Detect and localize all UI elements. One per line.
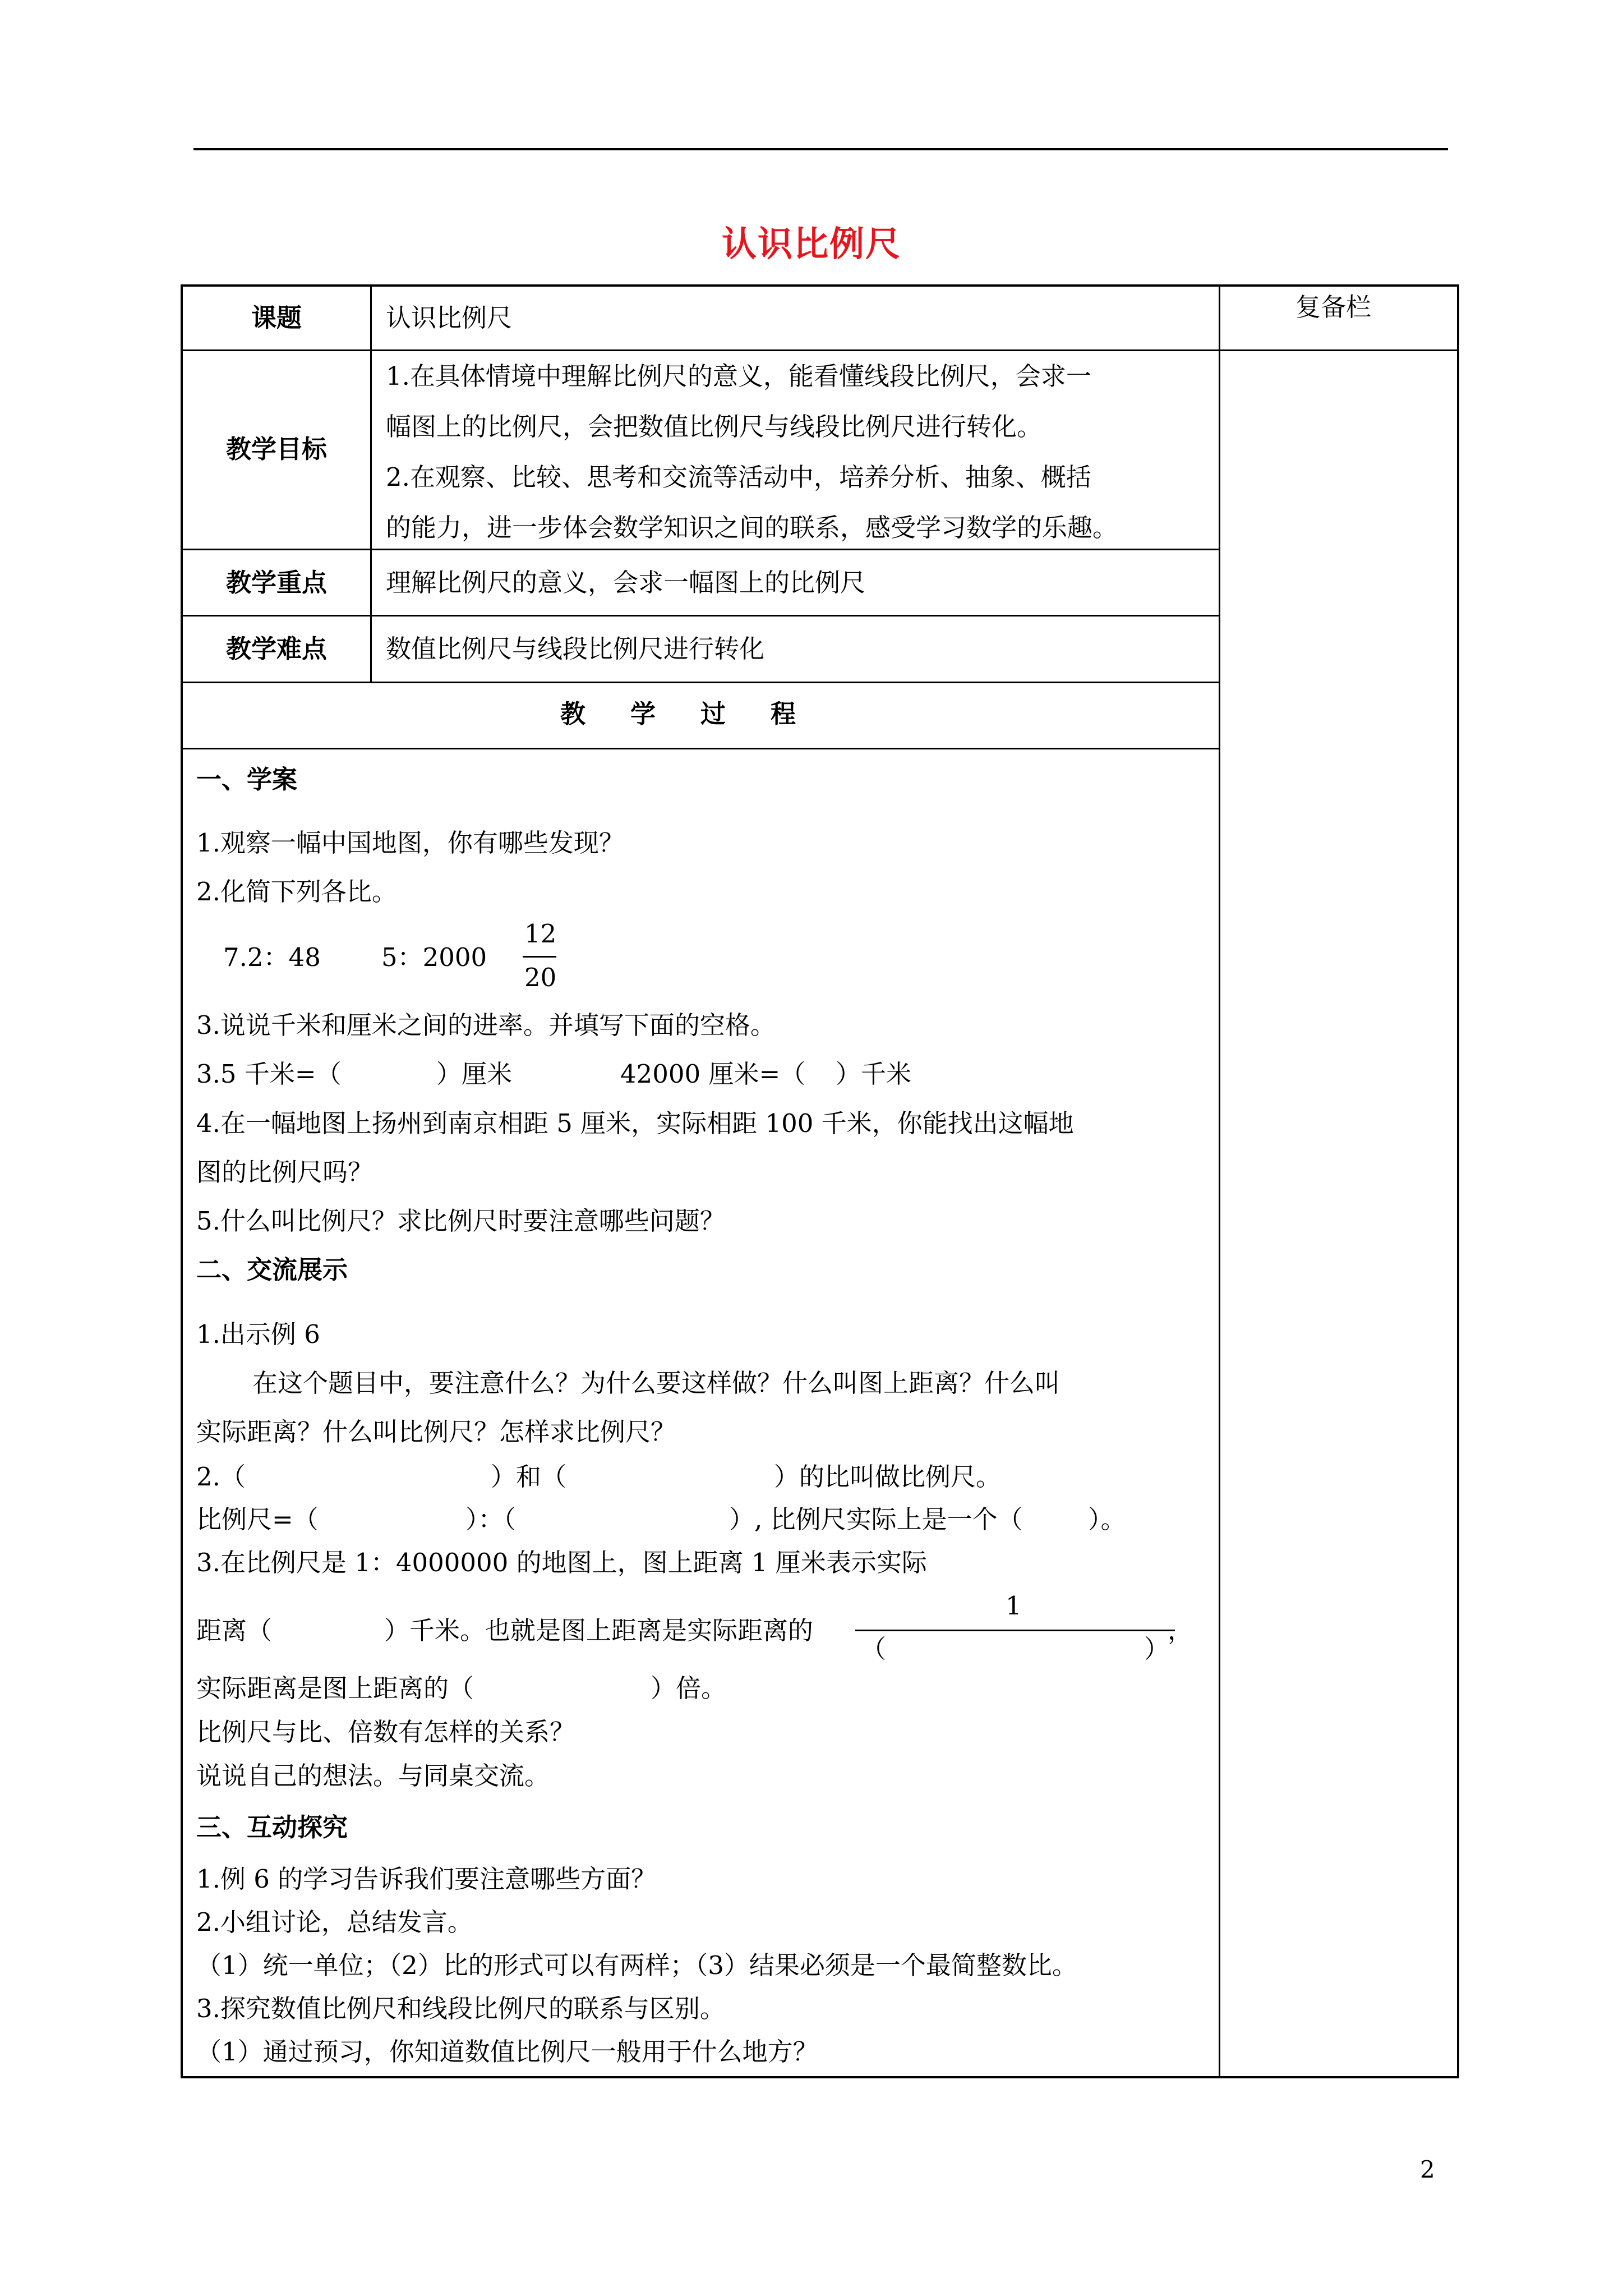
section-heading: 二、交流展示 [196, 1255, 348, 1285]
fill-blank-a-left: 3.5 千米=（ [196, 1059, 342, 1089]
explore-item-3-sub-1: （1）通过预习，你知道数值比例尺一般用于什么地方？ [196, 2037, 818, 2067]
definition-part: ）和（ [491, 1462, 567, 1492]
formula-part: 比例尺=（ [196, 1504, 319, 1534]
explore-item-1: 1.例 6 的学习告诉我们要注意哪些方面？ [196, 1864, 657, 1894]
key-point-label: 教学重点 [225, 568, 327, 597]
question-3: 3.说说千米和厘米之间的进率。并填写下面的空格。 [196, 1010, 776, 1040]
fill-blank-a-right: ）厘米 [436, 1059, 513, 1089]
document-title: 认识比例尺 [721, 223, 901, 264]
item-3-line-3-a: 实际距离是图上距离的（ [196, 1673, 474, 1703]
side-column-label: 复备栏 [1295, 292, 1372, 322]
goal-line: 1.在具体情境中理解比例尺的意义，能看懂线段比例尺，会求一 [386, 361, 1091, 391]
question-2: 2.化简下列各比。 [196, 877, 397, 907]
row-divider [182, 349, 1458, 351]
goals-label: 教学目标 [225, 434, 327, 464]
question-5: 5.什么叫比例尺？求比例尺时要注意哪些问题？ [196, 1206, 725, 1236]
explore-item-3: 3.探究数值比例尺和线段比例尺的联系与区别。 [196, 1994, 725, 2023]
explore-item-2: 2.小组讨论，总结发言。 [196, 1907, 473, 1937]
explore-item-2-detail: （1）统一单位；（2）比的形式可以有两样；（3）结果必须是一个最简整数比。 [196, 1950, 1077, 1980]
formula-part: ）：（ [465, 1504, 517, 1534]
section-heading: 三、互动探究 [196, 1812, 348, 1842]
fraction-bar [523, 956, 556, 958]
difficulty-label: 教学难点 [225, 634, 327, 664]
definition-part: ）的比叫做比例尺。 [774, 1462, 1002, 1492]
item-3-fraction-den-right: ） [1144, 1634, 1170, 1664]
fraction-denominator: 20 [524, 963, 557, 992]
item-3-line-3-b: ）倍。 [651, 1673, 727, 1703]
item-3-line-1: 3.在比例尺是 1：4000000 的地图上，图上距离 1 厘米表示实际 [196, 1548, 927, 1577]
paragraph-line: 实际距离？什么叫比例尺？怎样求比例尺？ [196, 1417, 676, 1447]
question-1: 1.观察一幅中国地图，你有哪些发现？ [196, 828, 624, 858]
page-number: 2 [1420, 2156, 1435, 2183]
topic-label: 课题 [251, 303, 302, 333]
side-column-divider [1219, 286, 1220, 2077]
item-3-distance-a: 距离（ [196, 1616, 273, 1645]
goal-line: 幅图上的比例尺，会把数值比例尺与线段比例尺进行转化。 [386, 412, 1043, 441]
goal-line: 2.在观察、比较、思考和交流等活动中，培养分析、抽象、概括 [386, 462, 1091, 492]
difficulty-value: 数值比例尺与线段比例尺进行转化 [386, 634, 765, 664]
example-item: 1.出示例 6 [196, 1319, 320, 1349]
label-column-divider [370, 286, 372, 683]
item-3-comma: ， [1168, 1616, 1193, 1645]
fill-blank-b-right: ）千米 [836, 1059, 912, 1089]
fraction-numerator: 12 [524, 919, 557, 949]
item-3-fraction-den-left: （ [861, 1634, 887, 1664]
paragraph-line: 在这个题目中，要注意什么？为什么要这样做？什么叫图上距离？什么叫 [252, 1368, 1061, 1398]
ratio-b: 5：2000 [381, 942, 487, 972]
question-4-line-1: 4.在一幅地图上扬州到南京相距 5 厘米，实际相距 100 千米，你能找出这幅地 [196, 1108, 1074, 1138]
goal-line: 的能力，进一步体会数学知识之间的联系，感受学习数学的乐趣。 [386, 513, 1118, 542]
question-4-line-2: 图的比例尺吗？ [196, 1157, 374, 1187]
formula-part: ）。 [1088, 1504, 1126, 1534]
process-heading: 教学过程 [560, 699, 841, 729]
key-point-value: 理解比例尺的意义，会求一幅图上的比例尺 [386, 568, 866, 597]
header-rule [193, 148, 1448, 150]
ratio-a: 7.2：48 [223, 942, 321, 972]
item-3-distance-b: ）千米。也就是图上距离是实际距离的 [384, 1616, 814, 1645]
share-prompt: 说说自己的想法。与同桌交流。 [196, 1761, 550, 1791]
row-divider [182, 549, 1219, 550]
definition-part: 2.（ [196, 1462, 246, 1492]
row-divider [182, 682, 1219, 683]
item-3-fraction-bar [855, 1630, 1175, 1631]
row-divider [182, 615, 1219, 616]
item-3-fraction-numerator: 1 [1006, 1591, 1022, 1621]
fill-blank-b-left: 42000 厘米=（ [620, 1059, 806, 1089]
relation-question: 比例尺与比、倍数有怎样的关系？ [196, 1717, 575, 1747]
topic-value: 认识比例尺 [386, 303, 513, 333]
row-divider [182, 748, 1219, 749]
section-heading: 一、学案 [196, 765, 298, 794]
formula-part: ）, 比例尺实际上是一个（ [729, 1504, 1023, 1534]
